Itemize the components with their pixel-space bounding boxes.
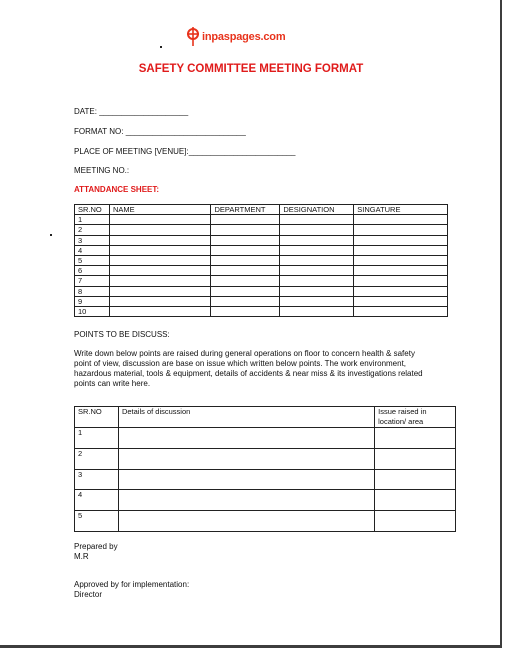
empty-cell[interactable] — [118, 428, 374, 449]
empty-cell[interactable] — [354, 296, 448, 306]
table-row — [75, 255, 448, 265]
column-header: SR.NO — [75, 205, 110, 215]
empty-cell[interactable] — [211, 245, 280, 255]
empty-cell[interactable] — [354, 255, 448, 265]
table-row — [75, 266, 448, 276]
discussion-table — [74, 406, 456, 532]
column-header: Details of discussion — [118, 407, 374, 428]
empty-cell[interactable] — [280, 235, 354, 245]
document-title: SAFETY COMMITTEE MEETING FORMAT — [138, 63, 364, 75]
row-number-cell: 2 — [75, 225, 110, 235]
empty-cell[interactable] — [280, 296, 354, 306]
site-logo — [186, 26, 285, 48]
row-number-cell: 1 — [75, 428, 119, 449]
points-paragraph: Write down below points are raised during general operations on floor to concern health & safety point of view, discussion are base on issue which written below points. The work environment, hazardous material, tools & equipment, details of accidents & near miss & its investigations related points can write here. — [74, 349, 423, 388]
empty-cell[interactable] — [109, 215, 211, 225]
row-number-cell: 2 — [75, 448, 119, 469]
empty-cell[interactable] — [109, 276, 211, 286]
logo-text: inpaspages.com — [202, 31, 286, 43]
column-header: NAME — [109, 205, 211, 215]
empty-cell[interactable] — [109, 255, 211, 265]
approved-by-block — [74, 580, 189, 600]
empty-cell[interactable] — [280, 276, 354, 286]
approved-by-label: Approved by for implementation: — [74, 580, 190, 589]
empty-cell[interactable] — [354, 306, 448, 316]
empty-cell[interactable] — [118, 511, 374, 532]
table-row — [75, 276, 448, 286]
meeting-no-field: MEETING NO.: — [74, 166, 130, 175]
row-number-cell: 10 — [75, 306, 110, 316]
row-number-cell: 4 — [75, 490, 119, 511]
table-row — [75, 215, 448, 225]
pin-icon — [186, 27, 200, 47]
empty-cell[interactable] — [280, 255, 354, 265]
empty-cell[interactable] — [211, 296, 280, 306]
row-number-cell: 6 — [75, 266, 110, 276]
prepared-by-block — [74, 542, 118, 562]
empty-cell[interactable] — [280, 266, 354, 276]
row-number-cell: 5 — [75, 511, 119, 532]
row-number-cell: 4 — [75, 245, 110, 255]
empty-cell[interactable] — [118, 490, 374, 511]
empty-cell[interactable] — [211, 266, 280, 276]
table-row — [75, 225, 448, 235]
empty-cell[interactable] — [354, 215, 448, 225]
column-header: DESIGNATION — [280, 205, 354, 215]
table-row — [75, 469, 456, 490]
row-number-cell: 7 — [75, 276, 110, 286]
empty-cell[interactable] — [211, 235, 280, 245]
empty-cell[interactable] — [354, 225, 448, 235]
empty-cell[interactable] — [354, 266, 448, 276]
table-row — [75, 245, 448, 255]
empty-cell[interactable] — [211, 225, 280, 235]
date-field: DATE: ____________________ — [74, 107, 189, 116]
empty-cell[interactable] — [375, 469, 456, 490]
table-row — [75, 448, 456, 469]
table-row — [75, 490, 456, 511]
empty-cell[interactable] — [211, 215, 280, 225]
empty-cell[interactable] — [109, 235, 211, 245]
empty-cell[interactable] — [354, 245, 448, 255]
empty-cell[interactable] — [280, 306, 354, 316]
empty-cell[interactable] — [280, 245, 354, 255]
table-row — [75, 286, 448, 296]
empty-cell[interactable] — [354, 276, 448, 286]
empty-cell[interactable] — [118, 469, 374, 490]
empty-cell[interactable] — [211, 255, 280, 265]
column-header: SINGATURE — [354, 205, 448, 215]
table-row — [75, 235, 448, 245]
table-header-row — [75, 407, 456, 428]
empty-cell[interactable] — [354, 286, 448, 296]
attendance-heading: ATTANDANCE SHEET: — [74, 185, 160, 194]
prepared-by-value: M.R — [74, 552, 89, 561]
place-field: PLACE OF MEETING [VENUE]:________________________ — [74, 147, 296, 156]
empty-cell[interactable] — [354, 235, 448, 245]
table-row — [75, 306, 448, 316]
row-number-cell: 5 — [75, 255, 110, 265]
row-number-cell: 3 — [75, 469, 119, 490]
empty-cell[interactable] — [211, 286, 280, 296]
column-header: DEPARTMENT — [211, 205, 280, 215]
empty-cell[interactable] — [375, 428, 456, 449]
empty-cell[interactable] — [280, 286, 354, 296]
attendance-table — [74, 204, 448, 317]
empty-cell[interactable] — [211, 276, 280, 286]
empty-cell[interactable] — [118, 448, 374, 469]
empty-cell[interactable] — [109, 286, 211, 296]
column-header: Issue raised in location/ area — [375, 407, 456, 428]
empty-cell[interactable] — [375, 490, 456, 511]
empty-cell[interactable] — [280, 215, 354, 225]
row-number-cell: 9 — [75, 296, 110, 306]
table-header-row — [75, 205, 448, 215]
prepared-by-label: Prepared by — [74, 542, 118, 551]
approved-by-value: Director — [74, 590, 103, 599]
stray-dot — [160, 46, 162, 48]
format-no-field: FORMAT NO: ___________________________ — [74, 127, 246, 136]
row-number-cell: 8 — [75, 286, 110, 296]
empty-cell[interactable] — [109, 245, 211, 255]
table-row — [75, 296, 448, 306]
empty-cell[interactable] — [375, 448, 456, 469]
column-header: SR.NO — [75, 407, 119, 428]
empty-cell[interactable] — [280, 225, 354, 235]
table-row — [75, 428, 456, 449]
points-heading: POINTS TO BE DISCUSS: — [74, 330, 170, 339]
empty-cell[interactable] — [375, 511, 456, 532]
empty-cell[interactable] — [109, 225, 211, 235]
stray-dot — [50, 234, 52, 236]
table-row — [75, 511, 456, 532]
empty-cell[interactable] — [109, 306, 211, 316]
row-number-cell: 3 — [75, 235, 110, 245]
empty-cell[interactable] — [109, 266, 211, 276]
empty-cell[interactable] — [109, 296, 211, 306]
row-number-cell: 1 — [75, 215, 110, 225]
empty-cell[interactable] — [211, 306, 280, 316]
